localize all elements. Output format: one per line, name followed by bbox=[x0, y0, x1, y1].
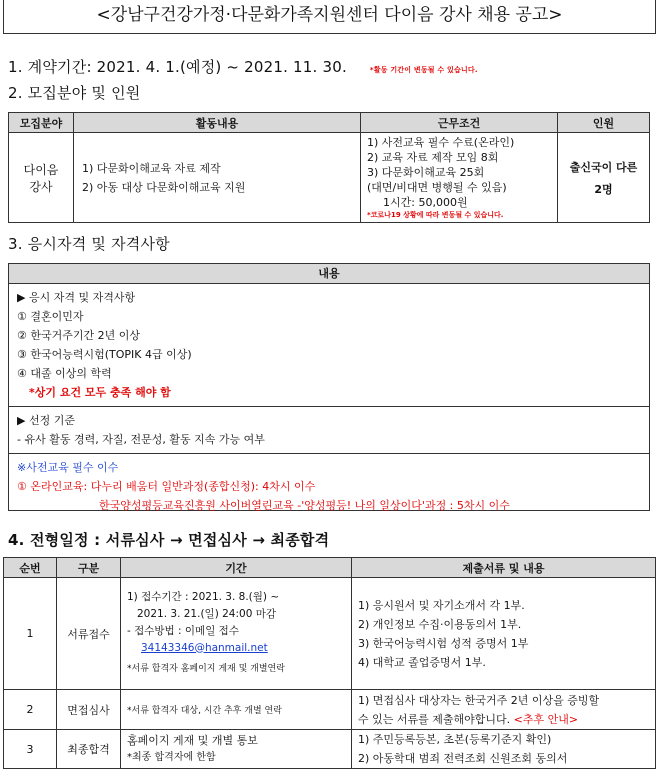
period-line: 2021. 3. 21.(일) 24:00 마감 bbox=[137, 607, 277, 620]
field-cell: 다이음 강사 bbox=[9, 133, 74, 223]
col-header-period: 기간 bbox=[121, 558, 352, 578]
condition-item: 1) 사전교육 필수 수료(온라인) bbox=[367, 136, 515, 149]
col-header-no: 순번 bbox=[4, 558, 57, 578]
activity-item: 1) 다문화이해교육 자료 제작 bbox=[82, 161, 221, 175]
pre-education-online: ① 온라인교육: 다누리 배움터 일반과정(종합신청): 4차시 이수 bbox=[17, 480, 316, 493]
qual-title: ▶ 응시 자격 및 자격사항 bbox=[17, 291, 136, 304]
doc-line: 1) 응시원서 및 자기소개서 각 1부. bbox=[358, 598, 525, 612]
page-title: <강남구건강가정·다문화가족지원센터 다이음 강사 채용 공고> bbox=[3, 0, 656, 34]
table-row bbox=[4, 690, 656, 730]
col-header-docs: 제출서류 및 내용 bbox=[352, 558, 656, 578]
period-line: 홈페이지 게재 및 개별 통보 bbox=[127, 734, 258, 747]
row-no: 3 bbox=[4, 730, 57, 769]
section2-heading: 2. 모집분야 및 인원 bbox=[8, 84, 141, 102]
period-line: *최종 합격자에 한함 bbox=[127, 752, 216, 763]
recruit-table bbox=[8, 112, 650, 223]
period-line: 1) 접수기간 : 2021. 3. 8.(월) ~ bbox=[127, 590, 280, 603]
docs-note: <추후 안내> bbox=[513, 712, 579, 726]
condition-item: 2) 교육 자료 제작 모임 8회 bbox=[367, 151, 499, 164]
period-note: *서류 합격자 홈페이지 게재 및 개별연락 bbox=[127, 663, 285, 674]
qual-item: ③ 한국어능력시험(TOPIK 4급 이상) bbox=[17, 348, 192, 361]
doc-line: 3) 한국어능력시험 성적 증명서 1부 bbox=[358, 636, 529, 650]
selection-text: - 유사 활동 경력, 자질, 전문성, 활동 지속 가능 여부 bbox=[17, 433, 265, 446]
col-header-type: 구분 bbox=[57, 558, 121, 578]
doc-line bbox=[358, 710, 655, 729]
row-period: *서류 합격자 대상, 시간 추후 개별 연락 bbox=[121, 690, 352, 730]
qualification-box bbox=[8, 263, 650, 511]
section4-heading: 4. 전형일정 : 서류심사 → 면접심사 → 최종합격 bbox=[8, 531, 330, 549]
headcount-cell bbox=[558, 133, 650, 223]
pre-education-cyber: 한국양성평등교육진흥원 사이버열린교육 -'양성평등! 나의 일상이다'과정 : 5차시 이수 bbox=[99, 499, 510, 512]
section1-heading bbox=[8, 56, 478, 77]
conditions-cell bbox=[361, 133, 558, 223]
row-type: 서류접수 bbox=[57, 578, 121, 690]
condition-item: (대면/비대면 병행될 수 있음) bbox=[367, 181, 507, 194]
row-docs bbox=[352, 690, 656, 730]
row-type: 면접심사 bbox=[57, 690, 121, 730]
row-docs bbox=[352, 730, 656, 769]
qual-note: *상기 요건 모두 충족 해야 함 bbox=[29, 386, 171, 399]
row-no: 2 bbox=[4, 690, 57, 730]
doc-line: 1) 면접심사 대상자는 한국거주 2년 이상을 증빙할 bbox=[358, 693, 600, 707]
section3-heading: 3. 응시자격 및 자격사항 bbox=[8, 235, 170, 253]
row-period bbox=[121, 730, 352, 769]
qual-item: ④ 대졸 이상의 학력 bbox=[17, 367, 112, 380]
table-row bbox=[4, 730, 656, 769]
schedule-table bbox=[3, 557, 656, 769]
email-link[interactable]: 34143346@hanmail.net bbox=[141, 641, 268, 654]
row-period bbox=[121, 578, 352, 690]
qualification-list bbox=[9, 284, 649, 407]
row-type: 최종합격 bbox=[57, 730, 121, 769]
contract-note: *활동 기간이 변동될 수 있습니다. bbox=[369, 66, 478, 74]
contract-period: 1. 계약기간: 2021. 4. 1.(예정) ~ 2021. 11. 30. bbox=[8, 58, 347, 76]
col-header-headcount: 인원 bbox=[558, 113, 650, 133]
headcount-value: 2명 bbox=[594, 182, 613, 196]
headcount-line: 출신국이 다른 bbox=[569, 160, 638, 174]
condition-item: 1시간: 50,000원 bbox=[383, 196, 468, 209]
qual-item: ① 결혼이민자 bbox=[17, 310, 84, 323]
col-header-activity: 활동내용 bbox=[74, 113, 361, 133]
selection-criteria bbox=[9, 407, 649, 454]
doc-line: 1) 주민등록등본, 초본(등록기준지 확인) bbox=[358, 733, 552, 746]
pre-education bbox=[9, 454, 649, 515]
pre-education-title: ※사전교육 필수 이수 bbox=[17, 461, 119, 474]
qualification-header: 내용 bbox=[9, 264, 649, 284]
qual-item: ② 한국거주기간 2년 이상 bbox=[17, 329, 140, 342]
row-docs bbox=[352, 578, 656, 690]
conditions-note: *코로나19 상황에 따라 변동될 수 있습니다. bbox=[367, 211, 504, 219]
col-header-conditions: 근무조건 bbox=[361, 113, 558, 133]
doc-line: 2) 아동학대 범죄 전력조회 신원조회 동의서 bbox=[358, 752, 568, 765]
doc-line: 4) 대학교 졸업증명서 1부. bbox=[358, 655, 486, 669]
doc-text: 수 있는 서류를 제출해야합니다. bbox=[358, 712, 511, 726]
activity-item: 2) 아동 대상 다문화이해교육 지원 bbox=[82, 180, 246, 194]
col-header-field: 모집분야 bbox=[9, 113, 74, 133]
doc-line: 2) 개인정보 수집·이용동의서 1부. bbox=[358, 617, 522, 631]
table-row bbox=[4, 578, 656, 690]
row-no: 1 bbox=[4, 578, 57, 690]
condition-item: 3) 다문화이해교육 25회 bbox=[367, 166, 485, 179]
period-line: - 접수방법 : 이메일 접수 bbox=[127, 624, 239, 637]
selection-title: ▶ 선정 기준 bbox=[17, 414, 75, 427]
activity-cell bbox=[74, 133, 361, 223]
